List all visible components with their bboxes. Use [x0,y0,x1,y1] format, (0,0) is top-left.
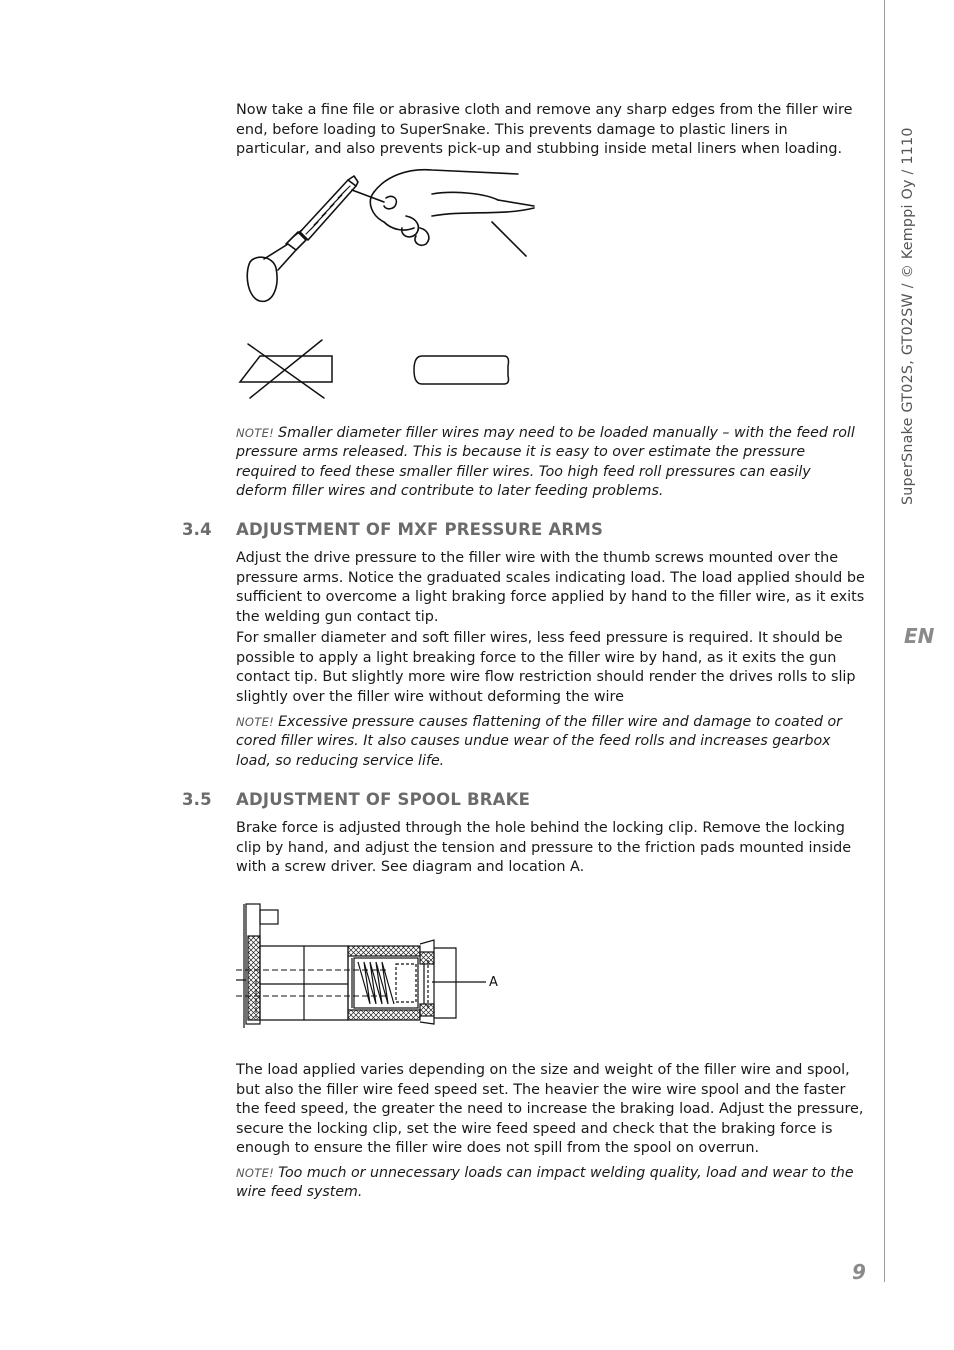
note-label: NOTE! [236,715,275,729]
section-heading-3-4 [182,520,862,542]
section-number: 3.4 [182,520,212,539]
note-1 [236,424,866,501]
note-text: Excessive pressure causes flattening of the filler wire and damage to coated or cored filler wires. It also causes undue wear of the feed rolls and increases gearbox load, so reducing service life. [236,714,843,769]
section-heading-3-5 [182,790,862,812]
note-3 [236,1164,866,1203]
diagram-label-a: A [489,975,498,990]
note-label: NOTE! [236,426,275,440]
section-3-5-paragraph-1: Brake force is adjusted through the hole behind the locking clip. Remove the locking clip by hand, and adjust the tension and pressure to the friction pads mounted inside with a screw driver. See diagram and location A. [236,820,852,875]
language-tag: EN [904,624,935,648]
file-wire-illustration [236,160,546,310]
spool-brake-diagram [236,900,516,1032]
note-2 [236,713,866,771]
section-title: ADJUSTMENT OF SPOOL BRAKE [236,790,531,809]
section-title: ADJUSTMENT OF MXF PRESSURE ARMS [236,520,604,539]
section-number: 3.5 [182,790,212,809]
note-text: Too much or unnecessary loads can impact welding quality, load and wear to the wire feed system. [236,1165,854,1201]
document-title-text: SuperSnake GT02S, GT02SW / © Kemppi Oy / 1110 [900,127,916,505]
wire-end-comparison [236,336,516,402]
section-3-5-paragraph-2: The load applied varies depending on the size and weight of the filler wire and spool, but also the filler wire feed speed set. The heavier the wire wire spool and the faster the feed speed, the greater the need to increase the braking load. Adjust the pressure, secure the locking clip, set the wire feed speed and check that the braking force is enough to ensure the filler wire does not spill from the spool on overrun. [236,1062,864,1156]
sidebar-document-title [900,100,930,505]
section-3-4-paragraph-1: Adjust the drive pressure to the filler wire with the thumb screws mounted over the pressure arms. Notice the graduated scales indicating load. The load applied should be sufficient to overcome a light braking force applied by hand to the filler wire, as it exits the welding gun contact tip. [236,550,865,625]
section-3-4-paragraph-2: For smaller diameter and soft filler wires, less feed pressure is required. It should be possible to apply a light breaking force to the filler wire by hand, as it exits the gun contact tip. But slightly more wire flow restriction should render the drives rolls to slip slightly over the filler wire without deforming the wire [236,630,856,705]
page-number: 9 [852,1260,866,1284]
intro-paragraph: Now take a fine file or abrasive cloth and remove any sharp edges from the filler wire end, before loading to SuperSnake. This prevents damage to plastic liners in particular, and also prevents pick-up and stubbing inside metal liners when loading. [236,102,853,157]
note-text: Smaller diameter filler wires may need to be loaded manually – with the feed roll pressure arms released. This is because it is easy to over estimate the pressure required to feed these smaller filler wires. Too high feed roll pressures can easily deform filler wires and contribute to later feeding problems. [236,425,855,499]
note-label: NOTE! [236,1166,275,1180]
margin-rule [884,0,885,1282]
